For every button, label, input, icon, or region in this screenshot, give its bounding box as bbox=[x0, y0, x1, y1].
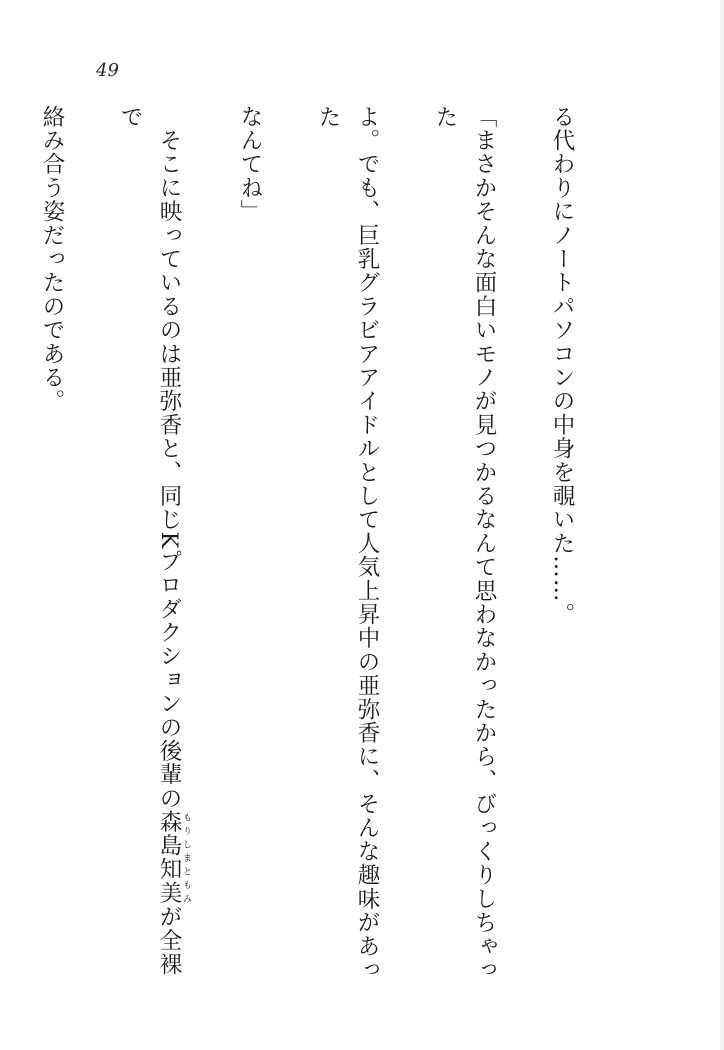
text-line: なんてね」 bbox=[237, 105, 263, 224]
ruby-reading: もりしまともみ bbox=[181, 810, 191, 906]
ruby-name bbox=[156, 810, 191, 906]
body-text bbox=[39, 105, 620, 985]
text-line: よ。でも、巨乳グラビアアイドルとして人気上昇中の亜弥香に、そんな趣味があった bbox=[315, 105, 380, 982]
text-line-part: が全裸で bbox=[117, 105, 182, 977]
text-line: 絡み合う姿だったのである。 bbox=[39, 105, 65, 414]
page-number: 49 bbox=[96, 60, 119, 81]
page-edge-shadow bbox=[718, 0, 724, 1050]
vertical-text-column bbox=[39, 105, 620, 985]
text-line-with-ruby bbox=[110, 105, 191, 985]
text-line-part: そこに映っているのは亜弥香と、同じKプロダクションの後輩の bbox=[156, 105, 182, 811]
ruby-base: 森島知美 bbox=[156, 810, 182, 906]
text-line: 「まさかそんな面白いモノが見つかるなんて思わなかったから、びっくりしちゃった bbox=[432, 105, 497, 982]
text-line: る代わりにノートパソコンの中身を覗いた……。 bbox=[549, 105, 575, 627]
